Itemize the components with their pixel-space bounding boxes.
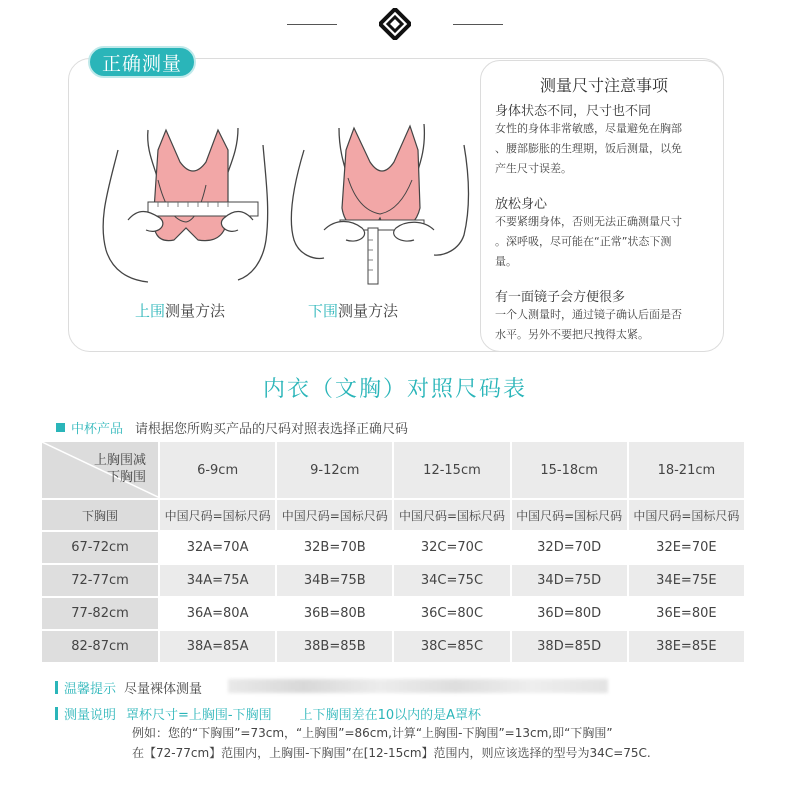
size-cell: 32B=70B (276, 531, 393, 564)
size-cell: 36D=80D (511, 597, 628, 630)
blurred-region (228, 679, 608, 693)
table-subheader-row (41, 499, 745, 531)
upper-measure-caption (135, 300, 225, 321)
size-cell: 38C=85C (393, 630, 510, 663)
code-header: 中国尺码=国标尺码 (159, 499, 276, 531)
size-cell: 32A=70A (159, 531, 276, 564)
note-line: 水平。另外不要把尺拽得太紧。 (495, 328, 649, 341)
size-cell: 38D=85D (511, 630, 628, 663)
size-chart-subtitle (56, 418, 408, 437)
under-measure-caption (308, 300, 398, 321)
upper-measure-illustration (88, 110, 278, 290)
size-cell: 36E=80E (628, 597, 745, 630)
table-header-row (41, 441, 745, 499)
table-row (41, 597, 745, 630)
product-tag: 中杯产品 (71, 422, 124, 437)
range-header: 12-15cm (393, 441, 510, 499)
example-line-2: 在【72-77cm】范围内，上胸围-下胸围”在[12-15cm】范围内，则应该选择的型号为34C=75C. (132, 746, 651, 760)
note-line: 。深呼吸，尽可能在“正常”状态下测 (495, 235, 672, 248)
note-line: 女性的身体非常敏感，尽量避免在胸部 (495, 122, 682, 135)
under-bust-value: 67-72cm (41, 531, 159, 564)
size-cell: 38A=85A (159, 630, 276, 663)
size-cell: 34E=75E (628, 564, 745, 597)
range-header: 18-21cm (628, 441, 745, 499)
tips-line (55, 678, 202, 697)
note-line: 一个人测量时，通过镜子确认后面是否 (495, 308, 682, 321)
section-pill: 正确测量 (88, 46, 196, 78)
table-corner-cell (41, 441, 159, 499)
tips-text: 尽量裸体测量 (124, 682, 203, 697)
note-heading: 放松身心 (495, 197, 548, 212)
explain-tag: 测量说明 (64, 708, 117, 723)
deco-line-left (287, 24, 337, 25)
code-header: 中国尺码=国标尺码 (511, 499, 628, 531)
size-cell: 36A=80A (159, 597, 276, 630)
upper-measure-text: 测量方法 (165, 302, 226, 320)
size-table (40, 440, 746, 664)
under-bust-value: 72-77cm (41, 564, 159, 597)
range-header: 15-18cm (511, 441, 628, 499)
tips-tag: 温馨提示 (64, 682, 117, 697)
deco-line-right (453, 24, 503, 25)
under-bust-value: 77-82cm (41, 597, 159, 630)
size-cell: 36C=80C (393, 597, 510, 630)
corner-label-top-2: 下胸围 (106, 470, 146, 485)
size-cell: 38E=85E (628, 630, 745, 663)
cup-rule: 上下胸围差在10以内的是A罩杯 (299, 708, 482, 723)
table-row (41, 531, 745, 564)
size-cell: 36B=80B (276, 597, 393, 630)
size-cell: 34C=75C (393, 564, 510, 597)
range-header: 9-12cm (276, 441, 393, 499)
table-row (41, 630, 745, 663)
square-icon (56, 423, 65, 432)
note-heading: 身体状态不同，尺寸也不同 (495, 104, 652, 119)
notes-title: 测量尺寸注意事项 (539, 76, 668, 95)
size-chart-title: 内衣（文胸）对照尺码表 (262, 377, 527, 402)
upper-measure-highlight: 上围 (135, 302, 166, 320)
size-cell: 32D=70D (511, 531, 628, 564)
size-cell: 32E=70E (628, 531, 745, 564)
example-line-1: 例如：您的“下胸围”=73cm，“上胸围”=86cm,计算“上胸围-下胸围”=13cm,即“下胸围” (132, 726, 613, 740)
code-header: 中国尺码=国标尺码 (276, 499, 393, 531)
under-measure-text: 测量方法 (338, 302, 399, 320)
subtitle-text: 请根据您所购买产品的尺码对照表选择正确尺码 (135, 422, 409, 437)
size-cell: 34A=75A (159, 564, 276, 597)
size-cell: 38B=85B (276, 630, 393, 663)
exclamation-icon (55, 681, 58, 694)
notes-card (480, 60, 724, 352)
size-cell: 32C=70C (393, 531, 510, 564)
note-line: 不要紧绷身体，否则无法正确测量尺寸 (495, 215, 682, 228)
note-line: 产生尺寸误差。 (495, 162, 572, 175)
size-cell: 34D=75D (511, 564, 628, 597)
code-header: 中国尺码=国标尺码 (393, 499, 510, 531)
under-bust-value: 82-87cm (41, 630, 159, 663)
note-heading: 有一面镜子会方便很多 (495, 290, 626, 305)
diamond-icon (379, 8, 411, 40)
code-header: 中国尺码=国标尺码 (628, 499, 745, 531)
explain-line (55, 704, 481, 723)
corner-label-top-1: 上胸围减 (93, 453, 146, 468)
under-measure-illustration (284, 110, 474, 290)
table-row (41, 564, 745, 597)
under-measure-highlight: 下围 (308, 302, 339, 320)
range-header: 6-9cm (159, 441, 276, 499)
top-decoration (0, 8, 790, 40)
exclamation-icon (55, 707, 58, 720)
note-line: 、腰部膨胀的生理期，饭后测量，以免 (495, 142, 682, 155)
note-line: 量。 (495, 255, 517, 268)
under-bust-header: 下胸围 (41, 499, 159, 531)
cup-formula: 罩杯尺寸=上胸围-下胸围 (126, 708, 272, 723)
size-cell: 34B=75B (276, 564, 393, 597)
